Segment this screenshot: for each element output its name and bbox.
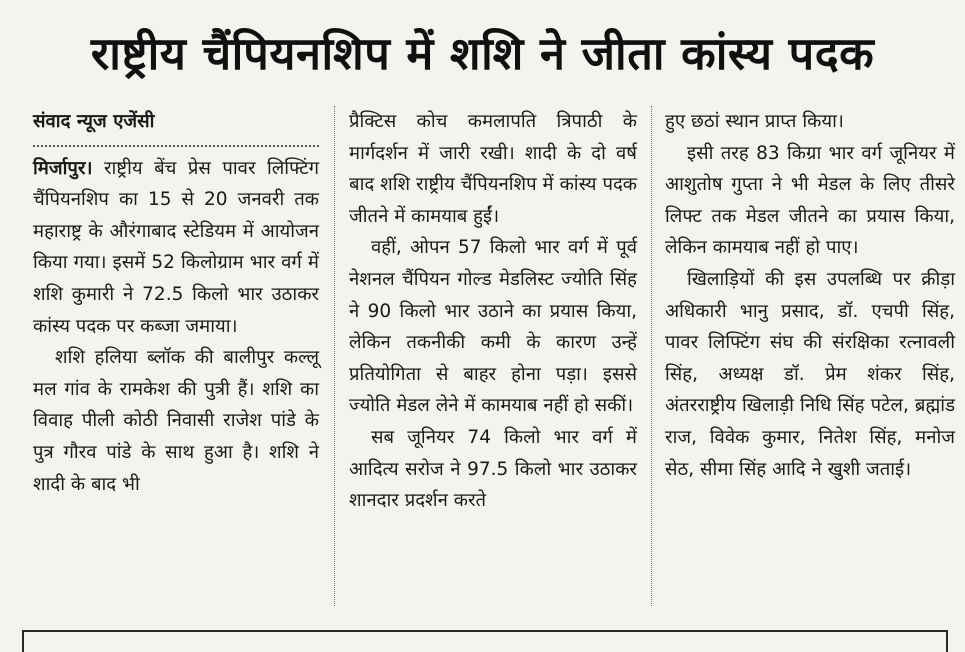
- article-column-3: [665, 106, 955, 485]
- paragraph: सब जूनियर 74 किलो भार वर्ग में आदित्य सरोज ने 97.5 किलो भार उठाकर शानदार प्रदर्शन करते: [349, 426, 637, 512]
- paragraph: खिलाड़ियों की इस उपलब्धि पर क्रीड़ा अधिकारी भानु प्रसाद, डॉ. एचपी सिंह, पावर लिफ्टिंग संघ की संरक्षिका रत्नावली सिंह, अध्यक्ष डॉ. प्रेम शंकर सिंह, अंतरराष्ट्रीय खिलाड़ी निधि सिंह पटेल, ब्रह्मांड राज, विवेक कुमार, नितेश सिंह, मनोज सेठ, सीमा सिंह आदि ने खुशी जताई।: [665, 268, 955, 480]
- paragraph: इसी तरह 83 किग्रा भार वर्ग जूनियर में आशुतोष गुप्ता ने भी मेडल के लिए तीसरे लिफ्ट तक मेडल जीतने का प्रयास किया, लेकिन कामयाब नहीं हो पाए।: [665, 142, 955, 259]
- paragraph: प्रैक्टिस कोच कमलापति त्रिपाठी के मार्गदर्शन में जारी रखी। शादी के दो वर्ष बाद शशि राष्ट्रीय चैंपियनशिप में कांस्य पदक जीतने में कामयाब हुईं।: [349, 111, 637, 227]
- dateline: मिर्जापुर।: [33, 157, 93, 179]
- headline: राष्ट्रीय चैंपियनशिप में शशि ने जीता कांस्य पदक: [90, 27, 875, 80]
- paragraph: वहीं, ओपन 57 किलो भार वर्ग में पूर्व नेशनल चैंपियन गोल्ड मेडलिस्ट ज्योति सिंह ने 90 किलो भार उठाने का प्रयास किया, लेकिन तकनीकी कमी के कारण उन्हें प्रतियोगिता से बाहर होना पड़ा। इससे ज्योति मेडल लेने में कामयाब नहीं हो सकीं।: [349, 237, 637, 417]
- paragraph-text: राष्ट्रीय बेंच प्रेस पावर लिफ्टिंग चैंपियनशिप का 15 से 20 जनवरी तक महाराष्ट्र के औरंगाबाद स्टेडियम में आयोजन किया गया। इसमें 52 किलोग्राम भार वर्ग में शशि कुमारी ने 72.5 किलो भार उठाकर कांस्य पदक पर कब्जा जमाया।: [33, 157, 319, 337]
- article-column-2: [349, 106, 637, 517]
- byline: संवाद न्यूज एजेंसी: [33, 111, 155, 132]
- paragraph: शशि हलिया ब्लॉक की बालीपुर कल्लू मल गांव के रामकेश की पुत्री हैं। शशि का विवाह पीली कोठी निवासी राजेश पांडे के पुत्र गौरव पांडे के साथ हुआ है। शशि ने शादी के बाद भी: [33, 347, 319, 495]
- next-article-border: [22, 630, 948, 652]
- paragraph: हुए छठां स्थान प्राप्त किया।: [665, 111, 844, 132]
- byline-separator: [33, 145, 319, 147]
- column-divider: [651, 106, 652, 606]
- paragraph: [33, 153, 319, 343]
- article-column-1: [33, 106, 319, 500]
- column-divider: [334, 106, 335, 606]
